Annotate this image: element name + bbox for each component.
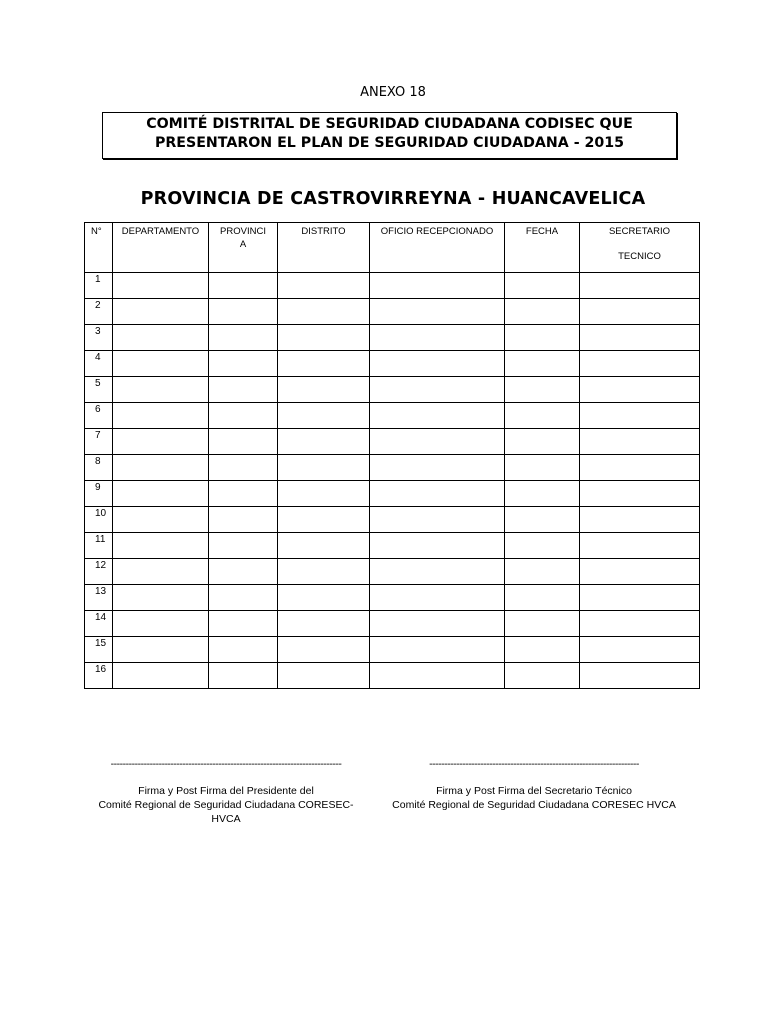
table-body [85, 273, 700, 689]
table-cell [278, 663, 370, 689]
table-cell [209, 377, 278, 403]
table-cell [209, 611, 278, 637]
table-cell [278, 585, 370, 611]
table-cell [370, 325, 505, 351]
row-number: 14 [85, 611, 113, 637]
table-cell [209, 637, 278, 663]
table-cell [505, 559, 580, 585]
row-number: 11 [85, 533, 113, 559]
table-row [85, 351, 700, 377]
title-line: PRESENTARON EL PLAN DE SEGURIDAD CIUDADANA - 2015 [154, 135, 625, 151]
table-cell [209, 533, 278, 559]
table-cell [278, 325, 370, 351]
row-number: 1 [85, 273, 113, 299]
table-cell [278, 481, 370, 507]
table-cell [278, 507, 370, 533]
table-cell [113, 351, 209, 377]
table-cell [505, 273, 580, 299]
registry-table [84, 222, 700, 689]
table-cell [278, 351, 370, 377]
table-cell [278, 455, 370, 481]
table-cell [580, 663, 700, 689]
table-row [85, 455, 700, 481]
row-number: 4 [85, 351, 113, 377]
table-cell [370, 273, 505, 299]
signature-line: ---------------------------------------------------------------------- [429, 758, 639, 770]
table-cell [370, 429, 505, 455]
row-number: 16 [85, 663, 113, 689]
signature-secretary [391, 757, 677, 812]
table-cell [580, 299, 700, 325]
table-cell [370, 637, 505, 663]
table-cell [370, 377, 505, 403]
header-provincia [209, 223, 278, 273]
table-cell [580, 273, 700, 299]
table-cell [580, 403, 700, 429]
table-cell [370, 585, 505, 611]
table-cell [209, 585, 278, 611]
header-secretario [580, 223, 700, 273]
table-cell [278, 637, 370, 663]
table-cell [370, 663, 505, 689]
row-number: 12 [85, 559, 113, 585]
table-cell [209, 663, 278, 689]
table-cell [505, 611, 580, 637]
annex-label: ANEXO 18 [360, 85, 426, 100]
header-provincia-line1: PROVINCI [220, 226, 266, 237]
header-provincia-line2: A [239, 239, 247, 250]
signature-caption-line2: Comité Regional de Seguridad Ciudadana CORESEC HVCA [392, 799, 676, 811]
table-cell [505, 481, 580, 507]
table-cell [370, 299, 505, 325]
table-row [85, 325, 700, 351]
table-row [85, 637, 700, 663]
table-cell [113, 429, 209, 455]
table-row [85, 611, 700, 637]
table-cell [113, 299, 209, 325]
table-row [85, 273, 700, 299]
table-cell [370, 351, 505, 377]
table-cell [209, 273, 278, 299]
row-number: 10 [85, 507, 113, 533]
table-cell [505, 455, 580, 481]
header-fecha: FECHA [505, 223, 580, 273]
table-cell [209, 481, 278, 507]
table-cell [580, 533, 700, 559]
table-cell [113, 663, 209, 689]
table-cell [113, 455, 209, 481]
table-cell [209, 429, 278, 455]
table-cell [505, 663, 580, 689]
table-cell [580, 559, 700, 585]
signature-caption-line2: Comité Regional de Seguridad Ciudadana CORESEC-HVCA [98, 799, 354, 825]
table-cell [278, 403, 370, 429]
row-number: 15 [85, 637, 113, 663]
table-cell [278, 377, 370, 403]
title-line: COMITÉ DISTRITAL DE SEGURIDAD CIUDADANA CODISEC QUE [146, 116, 633, 132]
table-cell [580, 585, 700, 611]
table-cell [580, 377, 700, 403]
table-row [85, 377, 700, 403]
table-cell [580, 325, 700, 351]
table-cell [370, 533, 505, 559]
table-row [85, 429, 700, 455]
table-cell [505, 507, 580, 533]
table-cell [580, 481, 700, 507]
table-cell [113, 377, 209, 403]
signature-caption-line1: Firma y Post Firma del Secretario Técnico [436, 785, 632, 797]
table-cell [580, 429, 700, 455]
table-row [85, 507, 700, 533]
table-cell [278, 299, 370, 325]
table-cell [113, 611, 209, 637]
province-heading: PROVINCIA DE CASTROVIRREYNA - HUANCAVELICA [140, 189, 646, 209]
header-distrito: DISTRITO [278, 223, 370, 273]
row-number: 6 [85, 403, 113, 429]
row-number: 8 [85, 455, 113, 481]
row-number: 7 [85, 429, 113, 455]
table-row [85, 559, 700, 585]
table-cell [209, 455, 278, 481]
table-cell [113, 403, 209, 429]
table-cell [370, 611, 505, 637]
row-number: 9 [85, 481, 113, 507]
table-cell [505, 403, 580, 429]
row-number: 3 [85, 325, 113, 351]
row-number: 2 [85, 299, 113, 325]
table-cell [580, 351, 700, 377]
table-row [85, 403, 700, 429]
table-cell [505, 325, 580, 351]
table-cell [370, 559, 505, 585]
table-cell [278, 559, 370, 585]
table-cell [580, 637, 700, 663]
table-cell [113, 637, 209, 663]
header-secretario-line1: SECRETARIO [608, 226, 671, 237]
signature-caption-line1: Firma y Post Firma del Presidente del [138, 785, 314, 797]
table-cell [505, 637, 580, 663]
table-cell [505, 351, 580, 377]
table-cell [278, 533, 370, 559]
title-box [102, 112, 677, 159]
table-cell [370, 403, 505, 429]
table-cell [113, 481, 209, 507]
table-cell [505, 299, 580, 325]
table-cell [505, 377, 580, 403]
table-cell [113, 559, 209, 585]
table-cell [505, 429, 580, 455]
table-cell [113, 507, 209, 533]
table-cell [209, 351, 278, 377]
table-cell [370, 481, 505, 507]
table-cell [370, 455, 505, 481]
table-cell [505, 533, 580, 559]
table-row [85, 533, 700, 559]
table-cell [278, 273, 370, 299]
row-number: 5 [85, 377, 113, 403]
table-cell [113, 273, 209, 299]
signature-president [88, 757, 364, 826]
table-cell [113, 585, 209, 611]
table-cell [278, 611, 370, 637]
table-cell [113, 325, 209, 351]
table-row [85, 585, 700, 611]
table-cell [209, 403, 278, 429]
row-number: 13 [85, 585, 113, 611]
header-departamento: DEPARTAMENTO [113, 223, 209, 273]
table-cell [580, 507, 700, 533]
table-row [85, 299, 700, 325]
table-cell [209, 299, 278, 325]
table-header-row [85, 223, 700, 273]
table-cell [209, 559, 278, 585]
table-cell [505, 585, 580, 611]
header-num: N° [85, 223, 113, 273]
table-cell [209, 507, 278, 533]
table-cell [113, 533, 209, 559]
header-oficio: OFICIO RECEPCIONADO [370, 223, 505, 273]
table-cell [370, 507, 505, 533]
table-cell [278, 429, 370, 455]
signature-line: ----------------------------------------------------------------------------- [110, 758, 342, 770]
table-cell [209, 325, 278, 351]
table-row [85, 481, 700, 507]
table-row [85, 663, 700, 689]
table-cell [580, 611, 700, 637]
table-cell [580, 455, 700, 481]
header-secretario-line2: TECNICO [618, 251, 661, 262]
